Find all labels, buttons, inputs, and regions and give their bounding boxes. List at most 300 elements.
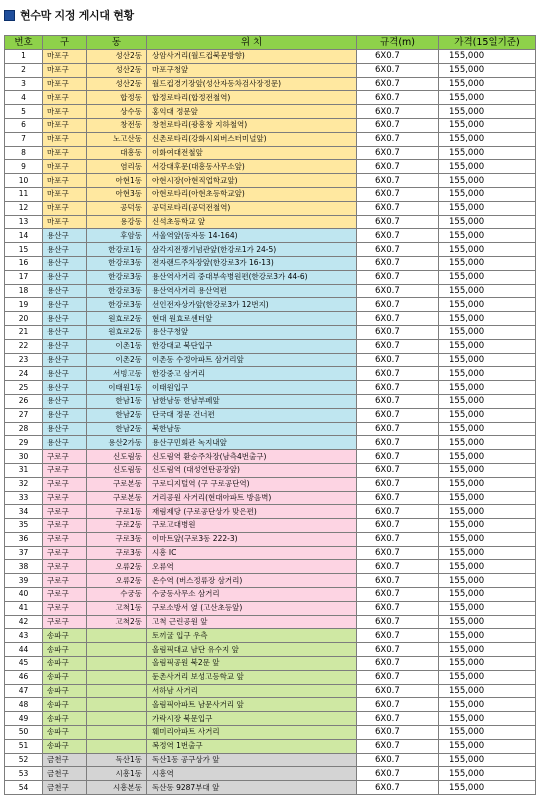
district-cell: 금천구: [43, 767, 87, 781]
neighborhood-cell: 성산2동: [87, 50, 147, 64]
price-cell: 155,000: [439, 657, 536, 671]
location-cell: 단국대 정문 건너편: [147, 408, 357, 422]
header-size: 규격(m): [357, 36, 439, 50]
size-cell: 6X0.7: [357, 422, 439, 436]
row-number: 47: [5, 684, 43, 698]
location-cell: 시흥역: [147, 767, 357, 781]
neighborhood-cell: 고척1동: [87, 601, 147, 615]
size-cell: 6X0.7: [357, 325, 439, 339]
size-cell: 6X0.7: [357, 450, 439, 464]
district-cell: 구로구: [43, 519, 87, 533]
neighborhood-cell: 아현3동: [87, 187, 147, 201]
location-cell: 서울역앞(동자동 14-164): [147, 229, 357, 243]
price-cell: 155,000: [439, 726, 536, 740]
district-cell: 용산구: [43, 243, 87, 257]
location-cell: 북한남동: [147, 422, 357, 436]
neighborhood-cell: 한강로3동: [87, 270, 147, 284]
table-row: [5, 367, 536, 381]
location-cell: 서하남 사거리: [147, 684, 357, 698]
district-cell: 용산구: [43, 394, 87, 408]
neighborhood-cell: 용산2가동: [87, 436, 147, 450]
district-cell: 용산구: [43, 256, 87, 270]
location-cell: 한강중고 삼거리: [147, 367, 357, 381]
row-number: 29: [5, 436, 43, 450]
district-cell: 마포구: [43, 63, 87, 77]
price-cell: 155,000: [439, 463, 536, 477]
price-cell: 155,000: [439, 339, 536, 353]
location-cell: 현대 원효로센터앞: [147, 312, 357, 326]
size-cell: 6X0.7: [357, 339, 439, 353]
neighborhood-cell: 성산2동: [87, 77, 147, 91]
neighborhood-cell: 노고산동: [87, 132, 147, 146]
neighborhood-cell: 구로본동: [87, 477, 147, 491]
price-cell: 155,000: [439, 118, 536, 132]
price-cell: 155,000: [439, 105, 536, 119]
district-cell: 구로구: [43, 560, 87, 574]
table-row: [5, 339, 536, 353]
row-number: 31: [5, 463, 43, 477]
table-row: [5, 312, 536, 326]
location-cell: 훼미리아파트 사거리: [147, 726, 357, 740]
size-cell: 6X0.7: [357, 436, 439, 450]
row-number: 49: [5, 712, 43, 726]
header-dong: 동: [87, 36, 147, 50]
district-cell: 용산구: [43, 381, 87, 395]
size-cell: 6X0.7: [357, 174, 439, 188]
table-row: [5, 174, 536, 188]
size-cell: 6X0.7: [357, 463, 439, 477]
table-row: [5, 726, 536, 740]
neighborhood-cell: 오류2동: [87, 574, 147, 588]
price-cell: 155,000: [439, 381, 536, 395]
neighborhood-cell: 이태원1동: [87, 381, 147, 395]
row-number: 23: [5, 353, 43, 367]
neighborhood-cell: 시흥1동: [87, 767, 147, 781]
location-cell: 신도림역 (대성연탄공장앞): [147, 463, 357, 477]
district-cell: 용산구: [43, 367, 87, 381]
table-row: [5, 381, 536, 395]
size-cell: 6X0.7: [357, 781, 439, 795]
neighborhood-cell: 오류2동: [87, 560, 147, 574]
district-cell: 마포구: [43, 91, 87, 105]
neighborhood-cell: 원효로2동: [87, 325, 147, 339]
row-number: 41: [5, 601, 43, 615]
neighborhood-cell: 구로1동: [87, 505, 147, 519]
table-row: [5, 118, 536, 132]
size-cell: 6X0.7: [357, 615, 439, 629]
table-row: [5, 91, 536, 105]
row-number: 43: [5, 629, 43, 643]
location-cell: 상암사거리(월드컵북문방향): [147, 50, 357, 64]
page-title-bar: [4, 2, 134, 28]
row-number: 3: [5, 77, 43, 91]
table-row: [5, 422, 536, 436]
table-row: [5, 657, 536, 671]
neighborhood-cell: 한남1동: [87, 394, 147, 408]
district-cell: 마포구: [43, 146, 87, 160]
size-cell: 6X0.7: [357, 146, 439, 160]
row-number: 5: [5, 105, 43, 119]
location-cell: 아현로타리(아현초등학교앞): [147, 187, 357, 201]
size-cell: 6X0.7: [357, 601, 439, 615]
row-number: 40: [5, 588, 43, 602]
size-cell: 6X0.7: [357, 574, 439, 588]
table-row: [5, 215, 536, 229]
table-row: [5, 436, 536, 450]
price-cell: 155,000: [439, 574, 536, 588]
district-cell: 용산구: [43, 284, 87, 298]
neighborhood-cell: 구로본동: [87, 491, 147, 505]
row-number: 52: [5, 753, 43, 767]
size-cell: 6X0.7: [357, 753, 439, 767]
table-row: [5, 463, 536, 477]
table-row: [5, 684, 536, 698]
size-cell: 6X0.7: [357, 629, 439, 643]
location-cell: 둔촌사거리 보성고등학교 앞: [147, 670, 357, 684]
price-cell: 155,000: [439, 243, 536, 257]
size-cell: 6X0.7: [357, 353, 439, 367]
table-row: [5, 284, 536, 298]
district-cell: 용산구: [43, 298, 87, 312]
table-row: [5, 353, 536, 367]
row-number: 36: [5, 532, 43, 546]
header-no: 번호: [5, 36, 43, 50]
size-cell: 6X0.7: [357, 698, 439, 712]
price-cell: 155,000: [439, 298, 536, 312]
size-cell: 6X0.7: [357, 532, 439, 546]
page-title: 현수막 지정 게시대 현황: [20, 9, 134, 22]
district-cell: 송파구: [43, 712, 87, 726]
size-cell: 6X0.7: [357, 118, 439, 132]
district-cell: 구로구: [43, 505, 87, 519]
size-cell: 6X0.7: [357, 739, 439, 753]
location-cell: 이마트앞(구로3동 222-3): [147, 532, 357, 546]
neighborhood-cell: 아현1동: [87, 174, 147, 188]
size-cell: 6X0.7: [357, 684, 439, 698]
row-number: 37: [5, 546, 43, 560]
table-row: [5, 643, 536, 657]
neighborhood-cell: [87, 712, 147, 726]
header-location: 위 치: [147, 36, 357, 50]
table-row: [5, 698, 536, 712]
location-cell: 삼각지전쟁기념관앞(한강로1가 24-5): [147, 243, 357, 257]
table-body: [5, 50, 536, 795]
price-cell: 155,000: [439, 146, 536, 160]
row-number: 51: [5, 739, 43, 753]
district-cell: 용산구: [43, 353, 87, 367]
location-cell: 시흥 IC: [147, 546, 357, 560]
district-cell: 용산구: [43, 270, 87, 284]
neighborhood-cell: [87, 670, 147, 684]
location-cell: 구로소방서 옆 (고산초등앞): [147, 601, 357, 615]
row-number: 27: [5, 408, 43, 422]
district-cell: 송파구: [43, 670, 87, 684]
row-number: 30: [5, 450, 43, 464]
location-cell: 공덕로타리(공덕전철역): [147, 201, 357, 215]
table-row: [5, 532, 536, 546]
row-number: 24: [5, 367, 43, 381]
size-cell: 6X0.7: [357, 519, 439, 533]
location-cell: 올림픽공원 북2문 앞: [147, 657, 357, 671]
price-cell: 155,000: [439, 436, 536, 450]
district-cell: 구로구: [43, 546, 87, 560]
size-cell: 6X0.7: [357, 105, 439, 119]
table-row: [5, 146, 536, 160]
size-cell: 6X0.7: [357, 312, 439, 326]
row-number: 45: [5, 657, 43, 671]
location-cell: 창천로타리(광흥창 지하철역): [147, 118, 357, 132]
table-header-row: [5, 36, 536, 50]
row-number: 9: [5, 160, 43, 174]
neighborhood-cell: 한강로3동: [87, 298, 147, 312]
neighborhood-cell: 한남2동: [87, 408, 147, 422]
price-cell: 155,000: [439, 325, 536, 339]
row-number: 14: [5, 229, 43, 243]
price-cell: 155,000: [439, 353, 536, 367]
price-cell: 155,000: [439, 132, 536, 146]
location-cell: 신석초등학교 앞: [147, 215, 357, 229]
price-cell: 155,000: [439, 270, 536, 284]
table-row: [5, 132, 536, 146]
location-cell: 용산구청앞: [147, 325, 357, 339]
price-cell: 155,000: [439, 546, 536, 560]
neighborhood-cell: [87, 698, 147, 712]
district-cell: 구로구: [43, 450, 87, 464]
district-cell: 용산구: [43, 312, 87, 326]
row-number: 44: [5, 643, 43, 657]
size-cell: 6X0.7: [357, 381, 439, 395]
price-cell: 155,000: [439, 739, 536, 753]
size-cell: 6X0.7: [357, 408, 439, 422]
district-cell: 마포구: [43, 50, 87, 64]
location-cell: 거리공원 사거리(현대아파트 방음벽): [147, 491, 357, 505]
neighborhood-cell: 성산2동: [87, 63, 147, 77]
district-cell: 용산구: [43, 436, 87, 450]
location-cell: 남한남동 한남부페앞: [147, 394, 357, 408]
district-cell: 송파구: [43, 657, 87, 671]
location-cell: 토끼굴 입구 우측: [147, 629, 357, 643]
district-cell: 용산구: [43, 422, 87, 436]
table-row: [5, 505, 536, 519]
row-number: 13: [5, 215, 43, 229]
price-cell: 155,000: [439, 201, 536, 215]
district-cell: 금천구: [43, 753, 87, 767]
location-cell: 독산동 9287부대 앞: [147, 781, 357, 795]
price-cell: 155,000: [439, 712, 536, 726]
neighborhood-cell: 신도림동: [87, 463, 147, 477]
row-number: 46: [5, 670, 43, 684]
size-cell: 6X0.7: [357, 491, 439, 505]
row-number: 1: [5, 50, 43, 64]
location-cell: 신촌로타리(강화시외버스터미널앞): [147, 132, 357, 146]
size-cell: 6X0.7: [357, 657, 439, 671]
price-cell: 155,000: [439, 408, 536, 422]
location-cell: 가락시장 북문입구: [147, 712, 357, 726]
location-cell: 아현시장(아현직업학교앞): [147, 174, 357, 188]
location-cell: 올림픽아파트 남문사거리 앞: [147, 698, 357, 712]
price-cell: 155,000: [439, 215, 536, 229]
price-cell: 155,000: [439, 284, 536, 298]
location-cell: 고척 근린공원 앞: [147, 615, 357, 629]
price-cell: 155,000: [439, 698, 536, 712]
row-number: 22: [5, 339, 43, 353]
table-row: [5, 270, 536, 284]
district-cell: 송파구: [43, 643, 87, 657]
price-cell: 155,000: [439, 256, 536, 270]
table-row: [5, 450, 536, 464]
neighborhood-cell: [87, 629, 147, 643]
price-cell: 155,000: [439, 560, 536, 574]
table-row: [5, 588, 536, 602]
size-cell: 6X0.7: [357, 726, 439, 740]
size-cell: 6X0.7: [357, 284, 439, 298]
district-cell: 구로구: [43, 615, 87, 629]
price-cell: 155,000: [439, 367, 536, 381]
district-cell: 마포구: [43, 187, 87, 201]
location-cell: 구로디지털역 (구 구로공단역): [147, 477, 357, 491]
row-number: 21: [5, 325, 43, 339]
table-row: [5, 629, 536, 643]
row-number: 33: [5, 491, 43, 505]
neighborhood-cell: 신도림동: [87, 450, 147, 464]
size-cell: 6X0.7: [357, 50, 439, 64]
district-cell: 마포구: [43, 77, 87, 91]
row-number: 25: [5, 381, 43, 395]
neighborhood-cell: 상수동: [87, 105, 147, 119]
size-cell: 6X0.7: [357, 546, 439, 560]
size-cell: 6X0.7: [357, 270, 439, 284]
row-number: 42: [5, 615, 43, 629]
size-cell: 6X0.7: [357, 767, 439, 781]
district-cell: 송파구: [43, 684, 87, 698]
row-number: 19: [5, 298, 43, 312]
location-cell: 이촌동 수정아파트 삼거리앞: [147, 353, 357, 367]
district-cell: 마포구: [43, 160, 87, 174]
location-cell: 용산구민회관 녹지내앞: [147, 436, 357, 450]
row-number: 48: [5, 698, 43, 712]
neighborhood-cell: 이촌2동: [87, 353, 147, 367]
location-cell: 월드컵경기장앞(성산자동차검사장정문): [147, 77, 357, 91]
district-cell: 마포구: [43, 132, 87, 146]
table-row: [5, 160, 536, 174]
price-cell: 155,000: [439, 312, 536, 326]
district-cell: 용산구: [43, 229, 87, 243]
location-cell: 합정로타리(합정전철역): [147, 91, 357, 105]
price-cell: 155,000: [439, 588, 536, 602]
size-cell: 6X0.7: [357, 132, 439, 146]
district-cell: 용산구: [43, 325, 87, 339]
neighborhood-cell: 한강로3동: [87, 284, 147, 298]
neighborhood-cell: 공덕동: [87, 201, 147, 215]
location-cell: 전자랜드주차장앞(한강로3가 16-13): [147, 256, 357, 270]
price-cell: 155,000: [439, 174, 536, 188]
district-cell: 구로구: [43, 574, 87, 588]
row-number: 7: [5, 132, 43, 146]
district-cell: 마포구: [43, 215, 87, 229]
district-cell: 구로구: [43, 601, 87, 615]
price-cell: 155,000: [439, 532, 536, 546]
location-cell: 구로고대병원: [147, 519, 357, 533]
table-row: [5, 77, 536, 91]
table-row: [5, 546, 536, 560]
row-number: 32: [5, 477, 43, 491]
district-cell: 송파구: [43, 629, 87, 643]
banner-board-table: [4, 35, 536, 795]
row-number: 11: [5, 187, 43, 201]
size-cell: 6X0.7: [357, 201, 439, 215]
row-number: 10: [5, 174, 43, 188]
neighborhood-cell: 창전동: [87, 118, 147, 132]
neighborhood-cell: 구로2동: [87, 519, 147, 533]
size-cell: 6X0.7: [357, 367, 439, 381]
neighborhood-cell: [87, 726, 147, 740]
table-row: [5, 187, 536, 201]
price-cell: 155,000: [439, 477, 536, 491]
neighborhood-cell: 한강로1동: [87, 243, 147, 257]
size-cell: 6X0.7: [357, 477, 439, 491]
table-row: [5, 298, 536, 312]
table-row: [5, 712, 536, 726]
row-number: 26: [5, 394, 43, 408]
district-cell: 구로구: [43, 491, 87, 505]
row-number: 54: [5, 781, 43, 795]
price-cell: 155,000: [439, 629, 536, 643]
row-number: 15: [5, 243, 43, 257]
location-cell: 오류역: [147, 560, 357, 574]
table-row: [5, 477, 536, 491]
neighborhood-cell: 서빙고동: [87, 367, 147, 381]
location-cell: 올림픽대교 남단 유수지 앞: [147, 643, 357, 657]
table-row: [5, 560, 536, 574]
row-number: 20: [5, 312, 43, 326]
size-cell: 6X0.7: [357, 63, 439, 77]
table-row: [5, 491, 536, 505]
header-gu: 구: [43, 36, 87, 50]
table-row: [5, 615, 536, 629]
size-cell: 6X0.7: [357, 588, 439, 602]
table-row: [5, 201, 536, 215]
row-number: 4: [5, 91, 43, 105]
location-cell: 재림제당 (구로공단상가 맞은편): [147, 505, 357, 519]
price-cell: 155,000: [439, 187, 536, 201]
neighborhood-cell: 이촌1동: [87, 339, 147, 353]
location-cell: 이화여대전철앞: [147, 146, 357, 160]
table-row: [5, 408, 536, 422]
table-row: [5, 256, 536, 270]
location-cell: 한강대교 북단입구: [147, 339, 357, 353]
size-cell: 6X0.7: [357, 712, 439, 726]
row-number: 34: [5, 505, 43, 519]
table-row: [5, 739, 536, 753]
price-cell: 155,000: [439, 753, 536, 767]
size-cell: 6X0.7: [357, 77, 439, 91]
neighborhood-cell: [87, 657, 147, 671]
price-cell: 155,000: [439, 77, 536, 91]
price-cell: 155,000: [439, 63, 536, 77]
row-number: 50: [5, 726, 43, 740]
neighborhood-cell: 수궁동: [87, 588, 147, 602]
size-cell: 6X0.7: [357, 394, 439, 408]
table-row: [5, 781, 536, 795]
size-cell: 6X0.7: [357, 560, 439, 574]
district-cell: 송파구: [43, 698, 87, 712]
district-cell: 구로구: [43, 588, 87, 602]
table-row: [5, 753, 536, 767]
neighborhood-cell: 한강로3동: [87, 256, 147, 270]
neighborhood-cell: 후암동: [87, 229, 147, 243]
neighborhood-cell: 한남2동: [87, 422, 147, 436]
neighborhood-cell: 염리동: [87, 160, 147, 174]
